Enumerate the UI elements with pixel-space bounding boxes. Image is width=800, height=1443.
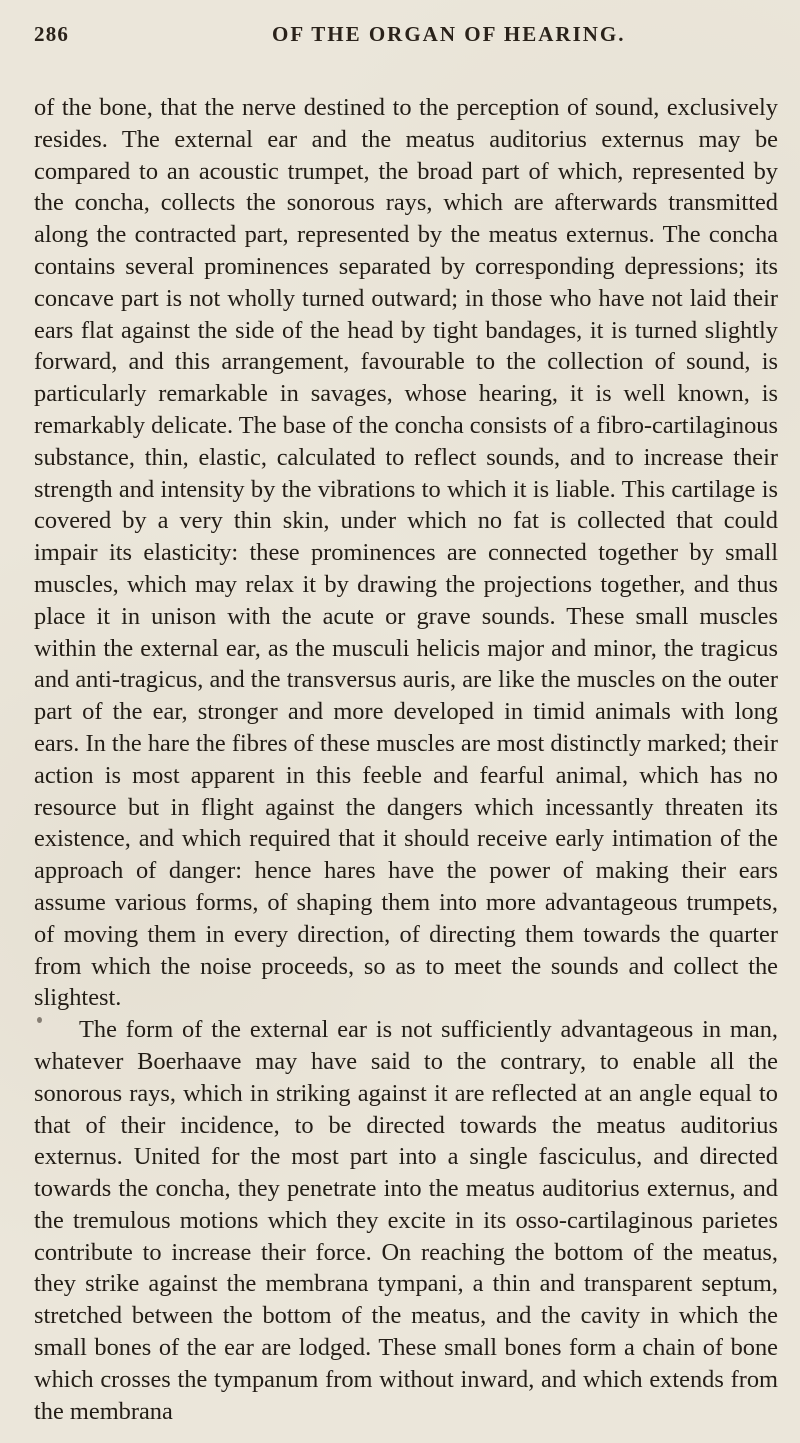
ink-speck <box>37 1017 42 1023</box>
paragraph-external-ear-form: The form of the external ear is not sufficiently advantageous in man, whatever Boerhaave may have said to the contrary, to enable all the sonorous rays, which in striking against it are reflected at an angle equal to that of their incidence, to be directed towards the meatus auditorius externus. United for the most part into a single fasciculus, and directed towards the concha, they penetrate into the meatus auditorius externus, and the tremulous motions which they excite in its osso-cartilaginous parietes contribute to increase their force. On reaching the bottom of the meatus, they strike against the membrana tympani, a thin and transparent septum, stretched between the bottom of the meatus, and the cavity in which the small bones of the ear are lodged. These small bones form a chain of bone which crosses the tympanum from without inward, and which extends from the membrana <box>34 1016 778 1425</box>
running-head: OF THE ORGAN OF HEARING. <box>272 22 626 46</box>
page-number: 286 <box>34 22 70 46</box>
main-text <box>34 92 778 1427</box>
page-header <box>34 18 778 54</box>
paragraph-continuation: of the bone, that the nerve destined to the perception of sound, exclusively resides. The external ear and the meatus auditorius externus may be compared to an acoustic trumpet, the broad part of which, represented by the concha, collects the sonorous rays, which are afterwards transmitted along the contracted part, represented by the meatus externus. The concha contains several prominences separated by corresponding depressions; its concave part is not wholly turned outward; in those who have not laid their ears flat against the side of the head by tight bandages, it is turned slightly forward, and this arrangement, favourable to the collection of sound, is particularly remarkable in savages, whose hearing, it is well known, is remarkably delicate. The base of the concha consists of a fibro-cartilaginous substance, thin, elastic, calculated to reflect sounds, and to increase their strength and intensity by the vibrations to which it is liable. This cartilage is covered by a very thin skin, under which no fat is collected that could impair its elasticity: these prominences are connected together by small muscles, which may relax it by drawing the projections together, and thus place it in unison with the acute or grave sounds. These small muscles within the external ear, as the musculi helicis major and minor, the tragicus and anti-tragicus, and the transversus auris, are like the muscles on the outer part of the ear, stronger and more developed in timid animals with long ears. In the hare the fibres of these muscles are most distinctly marked; their action is most apparent in this feeble and fearful animal, which has no resource but in flight against the dangers which incessantly threaten its existence, and which required that it should receive early intimation of the approach of danger: hence hares have the power of making their ears assume various forms, of shaping them into more advantageous trumpets, of moving them in every direction, of directing them towards the quarter from which the noise proceeds, so as to meet the sounds and collect the slightest. <box>34 94 778 1012</box>
